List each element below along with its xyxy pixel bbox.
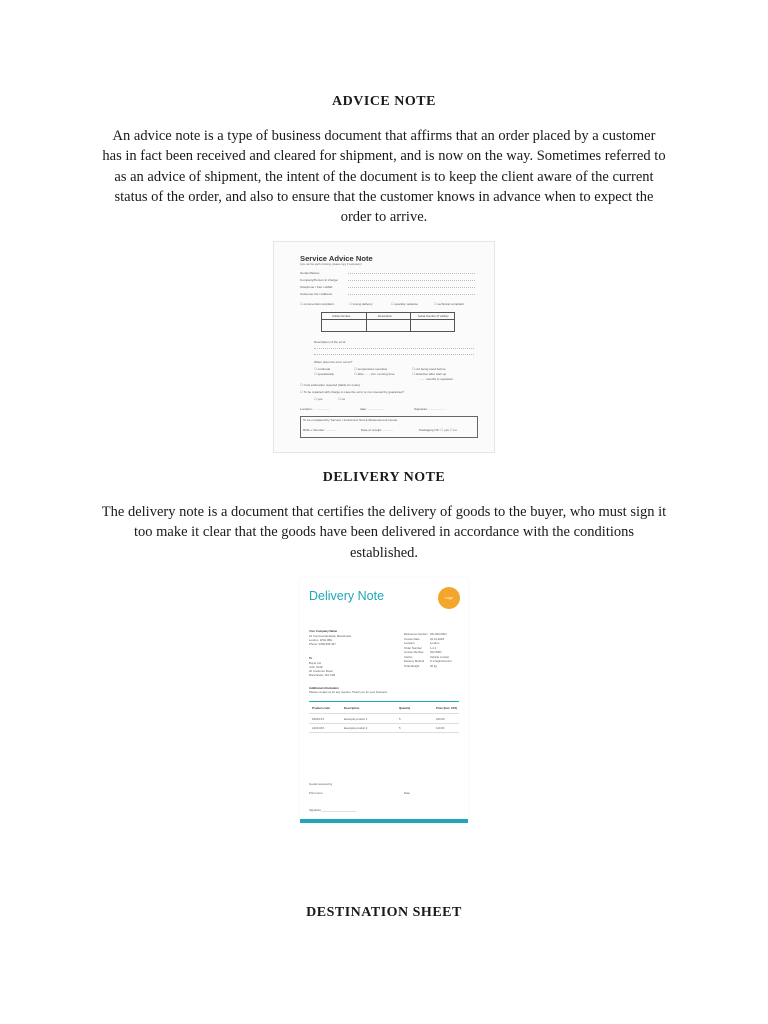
cost-label: ☐ Cost estimation required (liable for costs) <box>300 383 360 387</box>
repair-label: ☐ To be repaired with charge in case the error is not covered by guarantee? <box>300 390 405 394</box>
to-line: 20 Customer Road <box>309 669 333 673</box>
table-cell: 5 <box>399 717 401 721</box>
no-option: ☐ no <box>338 397 346 401</box>
option: ☐ commercial complaint <box>300 302 334 306</box>
form-field: Customer No./ Address: <box>300 292 475 296</box>
table-header: Product code <box>312 706 330 710</box>
divider <box>309 701 459 702</box>
table-cell: 2501/1XX <box>312 717 325 721</box>
paragraph-line: established. <box>349 544 419 561</box>
to-line: Buyer Ltd <box>309 661 321 665</box>
delivery-note-paragraph <box>88 502 680 563</box>
table-header: Description <box>378 314 392 318</box>
paragraph-line: status of the order, and also to ensure that the customer knows in advance when to expect the <box>114 188 654 205</box>
additional-label: Additional information <box>309 686 339 690</box>
paragraph-line: order to arrive. <box>340 209 428 226</box>
signature-label: Signature: .................. <box>414 407 445 411</box>
to-label: To <box>309 656 313 660</box>
image-title: Service Advice Note <box>300 254 373 263</box>
paragraph-line: as an advice of shipment, the intent of the document is to keep the client aware of the current <box>114 168 654 185</box>
option: ☐ sporadically <box>314 372 334 376</box>
signature-label: Signature ______________________ <box>309 808 356 812</box>
location-label: Location: ................... <box>300 407 330 411</box>
logo-badge: Logo <box>438 587 460 609</box>
table-cell: 220.00 <box>436 717 445 721</box>
company-line: Phone: 0208 999 467 <box>309 642 336 646</box>
form-field: Telephone / Fax / eMail: <box>300 285 475 289</box>
additional-text: Please contact us for any queries. Thank you for your business. <box>309 690 388 694</box>
paragraph-line: too make it clear that the goods have been delivered in accordance with the conditions <box>133 524 635 541</box>
service-box: To be completed by Service / Instrument Test & Measurement Center RMA + Number: ............ Date of receipt: ............ Packaging OK: ☐ yes ☐ no <box>300 416 478 438</box>
received-label: Goods received by <box>309 782 333 786</box>
date-label: Date <box>404 791 410 795</box>
option: ☐ after ...... min. running time <box>354 372 395 376</box>
table-header: Article Number <box>332 314 351 318</box>
to-line: Manchester, M3 7AB <box>309 673 335 677</box>
table-cell: 5 <box>399 726 401 730</box>
table-cell: 110.00 <box>436 726 445 730</box>
to-line: John Smith <box>309 665 323 669</box>
destination-sheet-heading: DESTINATION SHEET <box>306 905 462 920</box>
option: ☐ technical complaint <box>434 302 464 306</box>
table-header: Price (Incl. VAT) <box>436 706 458 710</box>
option: ☐ quantity variance <box>391 302 419 306</box>
table-header: Serial Number (if visible) <box>418 314 449 318</box>
date-label: date: ................... <box>360 407 385 411</box>
error-label: Description of the error: <box>314 340 347 344</box>
delivery-note-image: Delivery Note Logo Your Company Name 10 Commercial Road, Manchester London, W1H 4BH Phone: 0208 999 467 To Buyer Ltd John Smith 20 Customer Road Manchester, M3 7AB Reference Number Invoice Date Location Order Number Invoice Number Carrier Delivery Method Total Weight DN-020-0001 22.12.2018 London 1.2.1 INV-5001 Vehicle number In Freight/Courier 20 kg Additional information Please contact us for any queries. Thank you for your business. Product code Description Quantity Price (Incl. VAT) 2501/1XX Example product 1 5 220.00 1401/4XX Example product 2 5 110.00 Goods received by Print name Date Signature ______________________ <box>300 578 468 823</box>
when-label: When does the error occur? <box>314 360 353 364</box>
table-cell: Example product 1 <box>344 717 368 721</box>
table-cell: Example product 2 <box>344 726 368 730</box>
company-line: 10 Commercial Road, Manchester <box>309 634 352 638</box>
table-header: Description <box>344 706 360 710</box>
image-subtitle: (you can fax each crossing, please copy if necessary) <box>300 263 362 266</box>
paragraph-line: has in fact been received and cleared for shipment, and is now on the way. Sometimes referred to <box>102 148 666 165</box>
table-cell: 1401/4XX <box>312 726 325 730</box>
form-field: Company/Person in charge: <box>300 278 475 282</box>
footer-bar <box>300 819 468 823</box>
company-line: London, W1H 4BH <box>309 638 333 642</box>
delivery-note-heading: DELIVERY NOTE <box>322 470 446 485</box>
print-name-label: Print name <box>309 791 323 795</box>
option: ☐ defective after start up <box>412 372 447 376</box>
advice-note-heading: ADVICE NOTE <box>332 94 436 109</box>
option: ☐ not being used before <box>412 367 446 371</box>
form-field: Sender/Name: <box>300 271 475 275</box>
yes-option: ☐ yes <box>314 397 323 401</box>
paragraph-line: The delivery note is a document that certifies the delivery of goods to the buyer, who must sign it <box>101 504 667 520</box>
article-table <box>321 312 455 332</box>
advice-note-paragraph <box>88 126 680 227</box>
service-advice-note-image <box>273 241 495 453</box>
option: ☐ temperature sensitive <box>354 367 388 371</box>
option: ☐ continual <box>314 367 331 371</box>
option: ☐ wrong delivery <box>349 302 373 306</box>
table-header: Quantity <box>399 706 411 710</box>
company-name: Your Company Name <box>309 629 338 633</box>
paragraph-line: An advice note is a type of business document that affirms that an order placed by a customer <box>112 128 656 144</box>
option: ....... months in operation <box>419 377 454 381</box>
image-title: Delivery Note <box>309 589 385 603</box>
